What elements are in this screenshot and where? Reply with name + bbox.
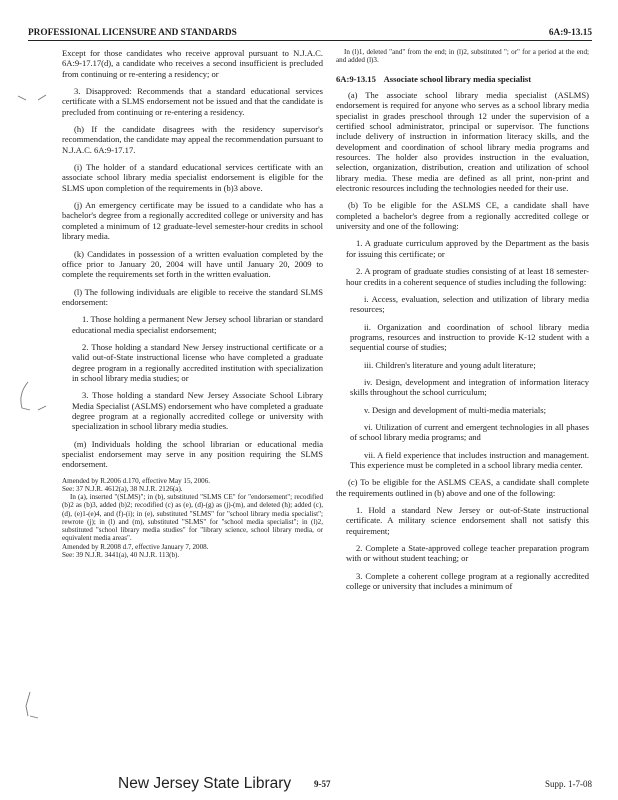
section-title: Associate school library media specialist	[383, 73, 532, 84]
list-item: 3. Complete a coherent college program at a regionally accredited college or university that includes a minimum of	[346, 570, 589, 592]
paragraph: (b) To be eligible for the ASLMS CE, a candidate shall have completed a bachelor's degree from a regionally accredited college or university and one of the following:	[336, 200, 589, 232]
list-item: 1. Hold a standard New Jersey or out-of-State instructional certificate. A military science endorsement shall not satisfy this requirement;	[346, 505, 589, 536]
paragraph: (a) The associate school library media specialist (ASLMS) endorsement is required for anyone who serves as a school library media specialist in grades preschool through 12 under the supervision of a certified school administrator, principal or supervisor. The functions include delivery of instruction in information literacy skills, and the development and coordination of school library media programs and resources. The holder also provides instruction in the evaluation, selection, organization, distribution, creation and utilization of school library media. These media are defined as all print, non-print and electronic resources including the technologies needed for their use.	[336, 90, 589, 194]
supplement-date: Supp. 1-7-08	[545, 779, 592, 789]
paragraph: (i) The holder of a standard educational services certificate with an associate school library media specialist endorsement is eligible for the SLMS upon completion of the requirements in (b)3 above.	[62, 162, 323, 193]
amendment-line: In (l)1, deleted "and" from the end; in (l)2, substituted "; or" for a period at the end; and added (l)3.	[336, 48, 589, 65]
paragraph: Except for those candidates who receive approval pursuant to N.J.A.C. 6A:9-17.17(d), a candidate who receives a second insufficient is precluded from continuing or re-entering a residency; or	[62, 48, 323, 79]
amendment-line: Amended by R.2008 d.7, effective January 7, 2008.	[62, 542, 209, 551]
list-subitem: i. Access, evaluation, selection and utilization of library media resources;	[350, 293, 589, 315]
amendment-line: See: 39 N.J.R. 3441(a), 40 N.J.R. 113(b).	[62, 550, 180, 559]
paragraph: (j) An emergency certificate may be issued to a candidate who has a bachelor's degree from a regionally accredited college or university and has completed a minimum of 12 graduate-level semester-hour credits in school library media.	[62, 200, 323, 242]
margin-mark-icon	[16, 86, 50, 106]
amendment-line: Amended by R.2006 d.170, effective May 15, 2006.	[62, 476, 211, 485]
paragraph: (m) Individuals holding the school librarian or educational media specialist endorsement may serve in any position requiring the SLMS endorsement.	[62, 438, 323, 470]
page-footer	[118, 775, 592, 793]
list-subitem: v. Design and development of multi-media materials;	[364, 404, 546, 415]
amendment-line: In (a), inserted "(SLMS)"; in (b), substituted "SLMS CE" for "endorsement"; recodified (b)2 as (b)3, added (b)2; recodified (c) as (e), (d)-(g) as (j)-(m), and deleted (h); added (c), (d), (e)1-(e)4, and (f)-(i); in (e), substituted "SLMS" for "school library media specialist"; rewrote (j); in (l) and (m), substituted "SLMS" for "school media specialist"; in (l)2, substituted "school library media studies" for "library science, school library media, or equivalent media areas".	[62, 493, 323, 543]
header-citation: 6A:9-13.15	[548, 28, 592, 38]
list-item: 2. Those holding a standard New Jersey instructional certificate or a valid out-of-State instructional license who have completed a graduate degree program in a regionally accredited institution with specialization in school library media studies; or	[72, 341, 323, 383]
list-subitem: vii. A field experience that includes instruction and management. This experience must be completed in a school library media center.	[350, 449, 589, 470]
section-heading	[336, 74, 589, 85]
list-item: 2. Complete a State-approved college teacher preparation program with or without student teaching; or	[346, 543, 589, 564]
amendment-line: See: 37 N.J.R. 4612(a), 38 N.J.R. 2126(a).	[62, 484, 183, 493]
paragraph: (c) To be eligible for the ASLMS CEAS, a candidate shall complete the requirements outlined in (b) above and one of the following:	[336, 477, 589, 498]
list-subitem: ii. Organization and coordination of school library media programs, resources and instruction to provide K-12 student with a sequential course of studies;	[350, 321, 589, 353]
list-subitem: iv. Design, development and integration of information literacy skills throughout the school curriculum;	[350, 376, 589, 398]
amendment-history	[62, 477, 323, 560]
paragraph: (k) Candidates in possession of a written evaluation completed by the office prior to January 20, 2004 will have until January 20, 2009 to complete the requirements set forth in the written evaluation.	[62, 248, 323, 280]
list-item: 1. A graduate curriculum approved by the Department as the basis for issuing this certificate; or	[346, 238, 589, 259]
list-subitem: vi. Utilization of current and emergent technologies in all phases of school library media programs; and	[350, 421, 589, 443]
library-stamp: New Jersey State Library	[118, 775, 292, 792]
margin-bracket-icon	[16, 380, 50, 414]
header-title: PROFESSIONAL LICENSURE AND STANDARDS	[28, 28, 237, 38]
right-column	[336, 48, 589, 598]
paragraph: 3. Disapproved: Recommends that a standard educational services certificate with a SLMS endorsement not be issued and that the candidate is precluded from continuing or re-entering a residency.	[62, 86, 323, 117]
page-number: 9-57	[314, 779, 331, 789]
running-header	[28, 22, 592, 41]
list-item: 1. Those holding a permanent New Jersey school librarian or standard educational media specialist endorsement;	[72, 314, 323, 335]
left-column	[62, 48, 323, 559]
margin-bracket-icon	[16, 690, 50, 720]
list-item: 3. Those holding a standard New Jersey Associate School Library Media Specialist (ASLMS) endorsement who have completed a graduate degree program at a regionally accredited college or university with specialization in school library media studies.	[72, 390, 323, 432]
list-item: 2. A program of graduate studies consisting of at least 18 semester-hour credits in a coherent sequence of studies including the following:	[346, 266, 589, 287]
list-subitem: iii. Children's literature and young adult literature;	[364, 359, 536, 370]
paragraph: (l) The following individuals are eligible to receive the standard SLMS endorsement:	[62, 286, 323, 307]
paragraph: (h) If the candidate disagrees with the residency supervisor's recommendation, the candidate may appeal the recommendation pursuant to N.J.A.C. 6A:9-17.17.	[62, 124, 323, 155]
section-number: 6A:9-13.15	[336, 73, 376, 84]
